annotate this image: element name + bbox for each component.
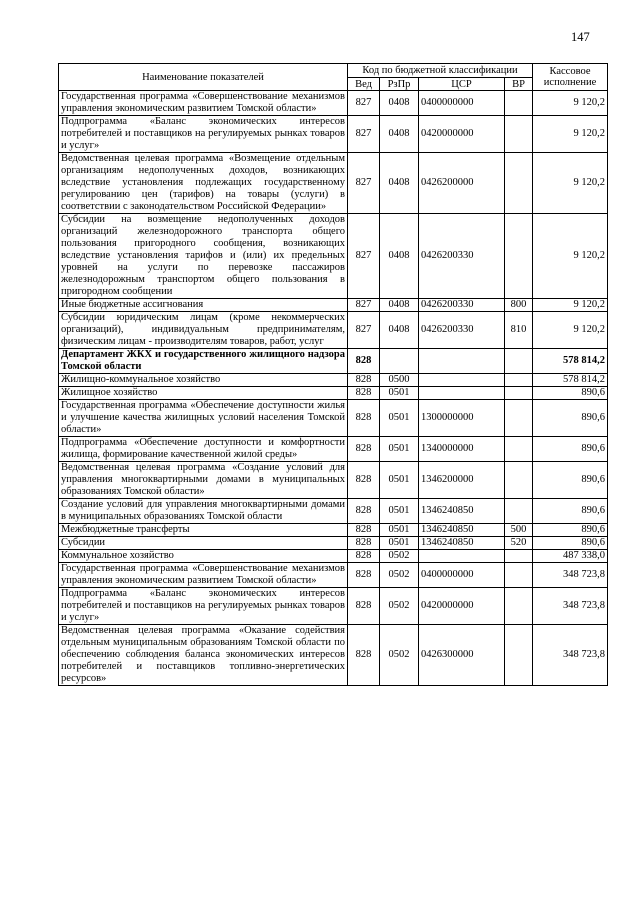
row-rzpr: 0408 xyxy=(380,116,419,153)
row-rzpr: 0501 xyxy=(380,400,419,437)
row-amount: 487 338,0 xyxy=(533,550,608,563)
row-amount: 348 723,8 xyxy=(533,625,608,686)
row-csr xyxy=(419,349,505,374)
table-row xyxy=(59,499,608,524)
page-number: 147 xyxy=(571,30,590,44)
row-amount: 890,6 xyxy=(533,437,608,462)
row-rzpr: 0501 xyxy=(380,462,419,499)
table-row xyxy=(59,400,608,437)
row-ved: 828 xyxy=(348,550,380,563)
row-ved: 828 xyxy=(348,437,380,462)
row-csr: 1300000000 xyxy=(419,400,505,437)
row-csr: 0420000000 xyxy=(419,116,505,153)
row-name: Департамент ЖКХ и государственного жилищного надзора Томской области xyxy=(59,349,348,374)
row-rzpr: 0408 xyxy=(380,312,419,349)
table-body xyxy=(59,91,608,686)
row-vr xyxy=(505,437,533,462)
row-vr xyxy=(505,400,533,437)
table-row xyxy=(59,374,608,387)
row-vr xyxy=(505,349,533,374)
row-name: Жилищное хозяйство xyxy=(59,387,348,400)
row-csr: 1346240850 xyxy=(419,499,505,524)
row-name: Подпрограмма «Баланс экономических интересов потребителей и поставщиков на регулируемых рынках товаров и услуг» xyxy=(59,116,348,153)
row-ved: 828 xyxy=(348,625,380,686)
row-amount: 9 120,2 xyxy=(533,116,608,153)
row-ved: 828 xyxy=(348,387,380,400)
row-vr xyxy=(505,374,533,387)
row-csr: 1346200000 xyxy=(419,462,505,499)
row-name: Государственная программа «Совершенствование механизмов управления экономическим развитием Томской области» xyxy=(59,91,348,116)
row-vr: 800 xyxy=(505,299,533,312)
row-rzpr: 0502 xyxy=(380,625,419,686)
row-name: Государственная программа «Обеспечение доступности жилья и улучшение качества жилищных условий населения Томской области» xyxy=(59,400,348,437)
row-rzpr: 0502 xyxy=(380,563,419,588)
table-row xyxy=(59,550,608,563)
row-name: Ведомственная целевая программа «Создание условий для управления многоквартирными домами в муниципальных образованиях Томской области» xyxy=(59,462,348,499)
row-rzpr: 0501 xyxy=(380,537,419,550)
row-csr: 0426200330 xyxy=(419,312,505,349)
table-row xyxy=(59,91,608,116)
row-amount: 9 120,2 xyxy=(533,91,608,116)
row-amount: 9 120,2 xyxy=(533,153,608,214)
row-ved: 827 xyxy=(348,153,380,214)
header-vr: ВР xyxy=(505,78,533,91)
header-name: Наименование показателей xyxy=(59,64,348,91)
row-ved: 828 xyxy=(348,537,380,550)
row-csr: 0426200330 xyxy=(419,299,505,312)
row-name: Подпрограмма «Баланс экономических интересов потребителей и поставщиков на регулируемых рынках товаров и услуг» xyxy=(59,588,348,625)
row-vr xyxy=(505,499,533,524)
table-row xyxy=(59,462,608,499)
row-csr: 0400000000 xyxy=(419,91,505,116)
table-row xyxy=(59,625,608,686)
row-name: Иные бюджетные ассигнования xyxy=(59,299,348,312)
row-ved: 827 xyxy=(348,116,380,153)
row-vr xyxy=(505,462,533,499)
row-amount: 9 120,2 xyxy=(533,312,608,349)
row-ved: 828 xyxy=(348,563,380,588)
row-csr xyxy=(419,387,505,400)
table-row xyxy=(59,437,608,462)
row-ved: 828 xyxy=(348,400,380,437)
header-amount: Кассовое исполнение xyxy=(533,64,608,91)
row-vr xyxy=(505,214,533,299)
header-ved: Вед xyxy=(348,78,380,91)
row-rzpr: 0500 xyxy=(380,374,419,387)
table-row xyxy=(59,116,608,153)
row-csr: 1340000000 xyxy=(419,437,505,462)
row-ved: 827 xyxy=(348,299,380,312)
row-vr xyxy=(505,625,533,686)
row-ved: 828 xyxy=(348,499,380,524)
header-rzpr: РзПр xyxy=(380,78,419,91)
row-amount: 890,6 xyxy=(533,499,608,524)
row-name: Ведомственная целевая программа «Возмещение отдельным организациям недополученных доходов, возникающих вследствие установления подлежащих государственному регулированию цен (тарифов) на товары (услуги) в соответствии с законодательством Российской Федерации» xyxy=(59,153,348,214)
row-amount: 348 723,8 xyxy=(533,588,608,625)
row-vr xyxy=(505,588,533,625)
row-name: Коммунальное хозяйство xyxy=(59,550,348,563)
row-vr xyxy=(505,550,533,563)
row-amount: 578 814,2 xyxy=(533,349,608,374)
row-rzpr: 0501 xyxy=(380,437,419,462)
row-ved: 827 xyxy=(348,312,380,349)
row-amount: 578 814,2 xyxy=(533,374,608,387)
row-vr xyxy=(505,387,533,400)
row-csr: 0426300000 xyxy=(419,625,505,686)
row-name: Подпрограмма «Обеспечение доступности и комфортности жилища, формирование качественной жилой среды» xyxy=(59,437,348,462)
row-amount: 890,6 xyxy=(533,400,608,437)
row-ved: 827 xyxy=(348,91,380,116)
row-amount: 890,6 xyxy=(533,462,608,499)
row-rzpr: 0502 xyxy=(380,588,419,625)
row-rzpr: 0502 xyxy=(380,550,419,563)
row-ved: 828 xyxy=(348,462,380,499)
row-rzpr xyxy=(380,349,419,374)
row-rzpr: 0408 xyxy=(380,153,419,214)
row-csr xyxy=(419,374,505,387)
row-amount: 890,6 xyxy=(533,387,608,400)
header-code-group: Код по бюджетной классификации xyxy=(348,64,533,78)
row-vr xyxy=(505,91,533,116)
row-name: Государственная программа «Совершенствование механизмов управления экономическим развитием Томской области» xyxy=(59,563,348,588)
row-csr: 1346240850 xyxy=(419,524,505,537)
row-name: Создание условий для управления многоквартирными домами в муниципальных образованиях Томской области xyxy=(59,499,348,524)
row-name: Субсидии юридическим лицам (кроме некоммерческих организаций), индивидуальным предпринимателям, физическим лицам - производителям товаров, работ, услуг xyxy=(59,312,348,349)
row-ved: 828 xyxy=(348,374,380,387)
row-rzpr: 0408 xyxy=(380,91,419,116)
table-row xyxy=(59,524,608,537)
row-ved: 828 xyxy=(348,524,380,537)
row-csr: 1346240850 xyxy=(419,537,505,550)
row-vr: 500 xyxy=(505,524,533,537)
row-ved: 828 xyxy=(348,349,380,374)
table-row xyxy=(59,312,608,349)
row-vr xyxy=(505,153,533,214)
row-rzpr: 0408 xyxy=(380,299,419,312)
row-csr: 0426200000 xyxy=(419,153,505,214)
row-amount: 9 120,2 xyxy=(533,214,608,299)
row-name: Межбюджетные трансферты xyxy=(59,524,348,537)
row-name: Субсидии на возмещение недополученных доходов организаций железнодорожного транспорта общего пользования пригородного сообщения, возникающих вследствие установления тарифов и (или) их предельных уровней на услуги по перевозке пассажиров железнодорожным транспортом общего пользования в пригородном сообщении xyxy=(59,214,348,299)
row-rzpr: 0501 xyxy=(380,499,419,524)
row-name: Жилищно-коммунальное хозяйство xyxy=(59,374,348,387)
row-vr: 520 xyxy=(505,537,533,550)
row-vr xyxy=(505,116,533,153)
row-ved: 828 xyxy=(348,588,380,625)
row-amount: 9 120,2 xyxy=(533,299,608,312)
header-csr: ЦСР xyxy=(419,78,505,91)
row-csr: 0400000000 xyxy=(419,563,505,588)
row-rzpr: 0501 xyxy=(380,387,419,400)
row-vr xyxy=(505,563,533,588)
row-csr xyxy=(419,550,505,563)
row-amount: 348 723,8 xyxy=(533,563,608,588)
table-row xyxy=(59,537,608,550)
table-row xyxy=(59,349,608,374)
row-amount: 890,6 xyxy=(533,524,608,537)
table-row xyxy=(59,387,608,400)
row-csr: 0426200330 xyxy=(419,214,505,299)
table-row xyxy=(59,299,608,312)
row-amount: 890,6 xyxy=(533,537,608,550)
row-rzpr: 0501 xyxy=(380,524,419,537)
table-row xyxy=(59,588,608,625)
row-rzpr: 0408 xyxy=(380,214,419,299)
row-csr: 0420000000 xyxy=(419,588,505,625)
row-name: Ведомственная целевая программа «Оказание содействия отдельным муниципальным образованиям Томской области по обеспечению соблюдения баланса экономических интересов потребителей и поставщиков топливно-энергетических ресурсов» xyxy=(59,625,348,686)
row-vr: 810 xyxy=(505,312,533,349)
table-row xyxy=(59,153,608,214)
row-ved: 827 xyxy=(348,214,380,299)
row-name: Субсидии xyxy=(59,537,348,550)
budget-table xyxy=(58,63,608,686)
table-row xyxy=(59,563,608,588)
table-row xyxy=(59,214,608,299)
